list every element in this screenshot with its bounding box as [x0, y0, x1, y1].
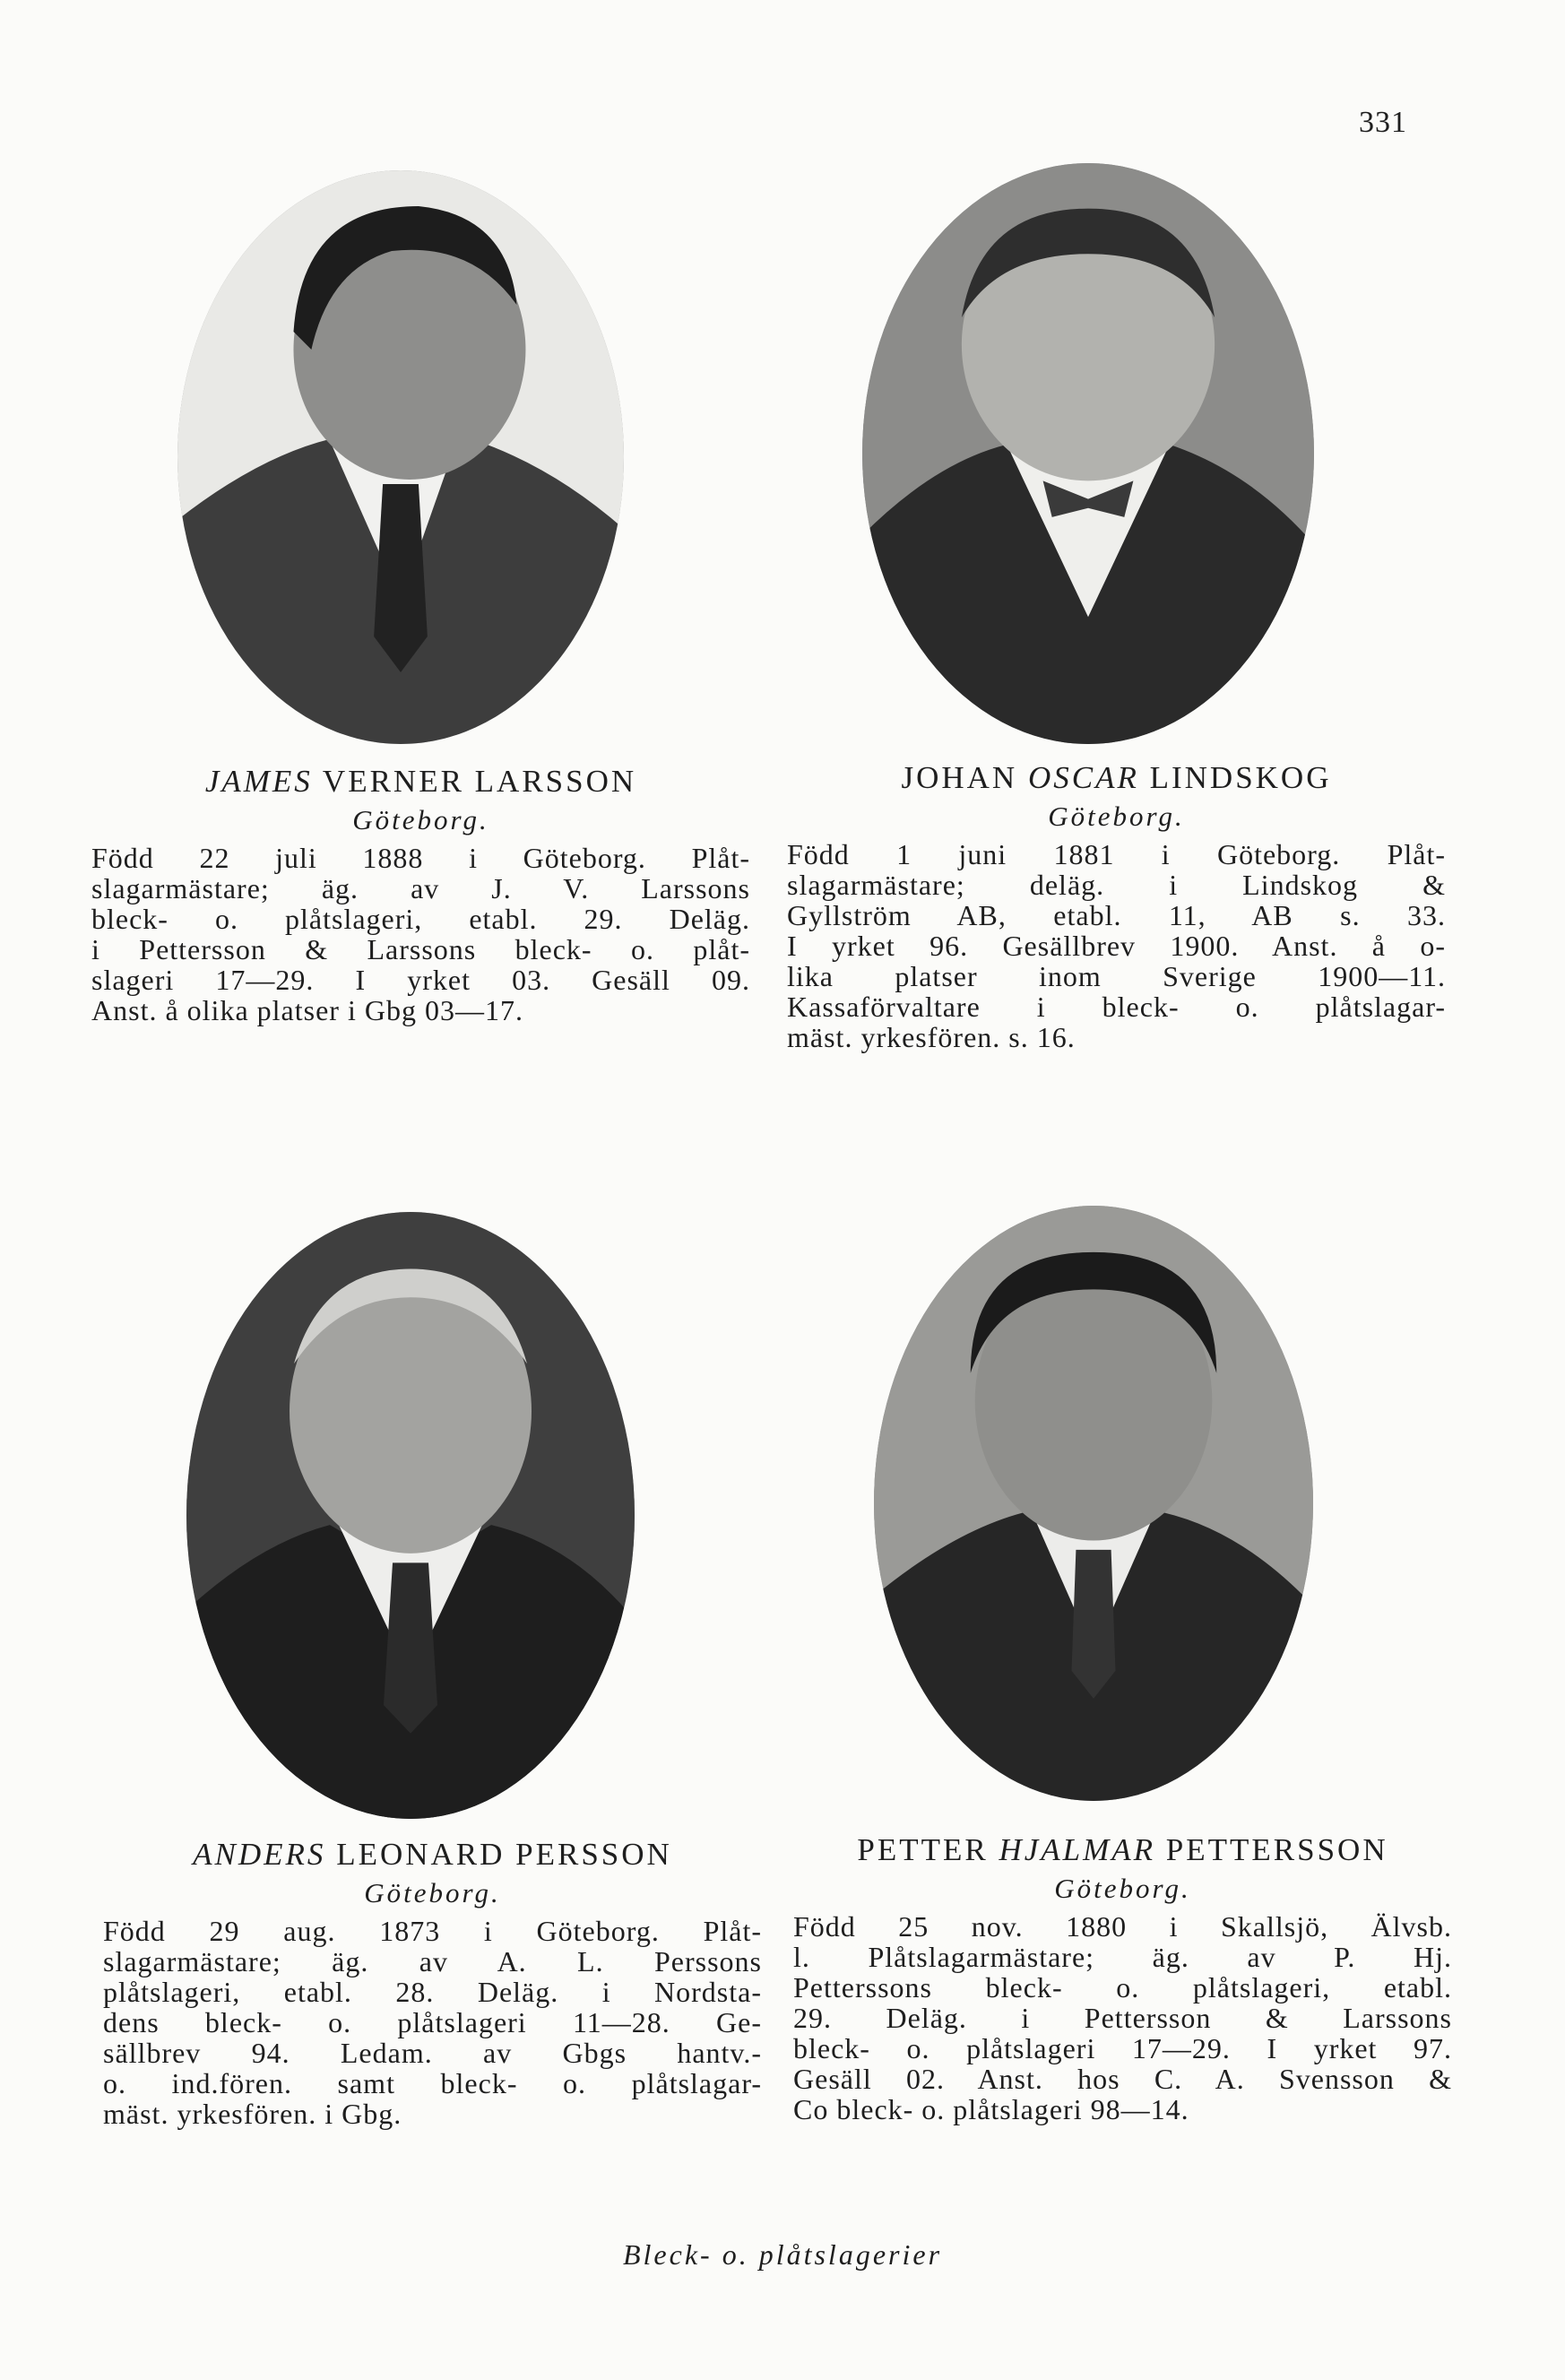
bio-line: Petterssons bleck- o. plåtslageri, etabl.	[793, 1971, 1452, 2004]
bio-line: sällbrev 94. Ledam. av Gbgs hantv.-	[103, 2037, 762, 2069]
bio-line: mäst. yrkesfören. i Gbg.	[103, 2098, 402, 2130]
name-italic-part: HJALMAR	[999, 1832, 1156, 1867]
name-italic-part: JAMES	[204, 764, 313, 799]
city: Göteborg.	[352, 804, 489, 835]
bio-line: Gyllström AB, etabl. 11, AB s. 33.	[787, 899, 1446, 931]
bio-line: lika platser inom Sverige 1900—11.	[787, 960, 1446, 992]
bio-line: Född 22 juli 1888 i Göteborg. Plåt-	[91, 842, 750, 874]
bio-line: slagarmästare; äg. av J. V. Larssons	[91, 872, 750, 904]
bio-line: 29. Deläg. i Pettersson & Larssons	[793, 2002, 1452, 2034]
biography-text	[103, 1916, 762, 2129]
person-name	[793, 1830, 1452, 1870]
biography-entry-persson	[103, 1835, 762, 2129]
name-regular-part: VERNER LARSSON	[312, 764, 637, 799]
portrait-photo-persson	[186, 1212, 635, 1819]
bio-line: I yrket 96. Gesällbrev 1900. Anst. å o-	[787, 930, 1446, 962]
portrait-photo-lindskog	[862, 163, 1314, 744]
name-regular-part: PETTER	[857, 1832, 999, 1867]
name-regular-part: LINDSKOG	[1138, 760, 1332, 795]
bio-line: Co bleck- o. plåtslageri 98—14.	[793, 2093, 1189, 2125]
bio-line: Född 1 juni 1881 i Göteborg. Plåt-	[787, 838, 1446, 870]
bio-line: Född 25 nov. 1880 i Skallsjö, Älvsb.	[793, 1910, 1452, 1943]
bio-line: slagarmästare; deläg. i Lindskog &	[787, 869, 1446, 901]
person-name	[103, 1835, 762, 1874]
biography-entry-lindskog	[787, 758, 1446, 1052]
bio-line: slagarmästare; äg. av A. L. Perssons	[103, 1945, 762, 1978]
name-italic-part: ANDERS	[193, 1837, 326, 1872]
portrait-photo-pettersson	[874, 1206, 1313, 1801]
name-regular-part: PETTERSSON	[1155, 1832, 1388, 1867]
bio-line: l. Plåtslagarmästare; äg. av P. Hj.	[793, 1941, 1452, 1973]
biography-text	[793, 1911, 1452, 2125]
bio-line: bleck- o. plåtslageri 17—29. I yrket 97.	[793, 2032, 1452, 2064]
name-italic-part: OSCAR	[1027, 760, 1139, 795]
bio-line: i Pettersson & Larssons bleck- o. plåt-	[91, 933, 750, 965]
bio-line: Gesäll 02. Anst. hos C. A. Svensson &	[793, 2063, 1452, 2095]
portrait-photo-larsson	[177, 170, 624, 744]
city: Göteborg.	[1048, 801, 1185, 832]
bio-line: bleck- o. plåtslageri, etabl. 29. Deläg.	[91, 903, 750, 935]
bio-line: plåtslageri, etabl. 28. Deläg. i Nordsta-	[103, 1976, 762, 2008]
running-footer: Bleck- o. plåtslagerier	[622, 2238, 943, 2271]
biography-text	[91, 843, 750, 1026]
bio-line: mäst. yrkesfören. s. 16.	[787, 1021, 1076, 1053]
city: Göteborg.	[364, 1877, 501, 1908]
bio-line: Född 29 aug. 1873 i Göteborg. Plåt-	[103, 1915, 762, 1947]
biography-entry-larsson	[91, 762, 750, 1026]
person-name	[787, 758, 1446, 798]
city: Göteborg.	[1054, 1873, 1191, 1904]
name-regular-part: LEONARD PERSSON	[325, 1837, 672, 1872]
bio-line: dens bleck- o. plåtslageri 11—28. Ge-	[103, 2006, 762, 2038]
person-name	[91, 762, 750, 801]
bio-line: Anst. å olika platser i Gbg 03—17.	[91, 994, 523, 1026]
biography-entry-pettersson	[793, 1830, 1452, 2125]
bio-line: slageri 17—29. I yrket 03. Gesäll 09.	[91, 964, 750, 996]
bio-line: Kassaförvaltare i bleck- o. plåtslagar-	[787, 991, 1446, 1023]
page-number: 331	[1359, 106, 1407, 139]
biography-text	[787, 839, 1446, 1052]
name-regular-part: JOHAN	[901, 760, 1028, 795]
bio-line: o. ind.fören. samt bleck- o. plåtslagar-	[103, 2067, 762, 2099]
